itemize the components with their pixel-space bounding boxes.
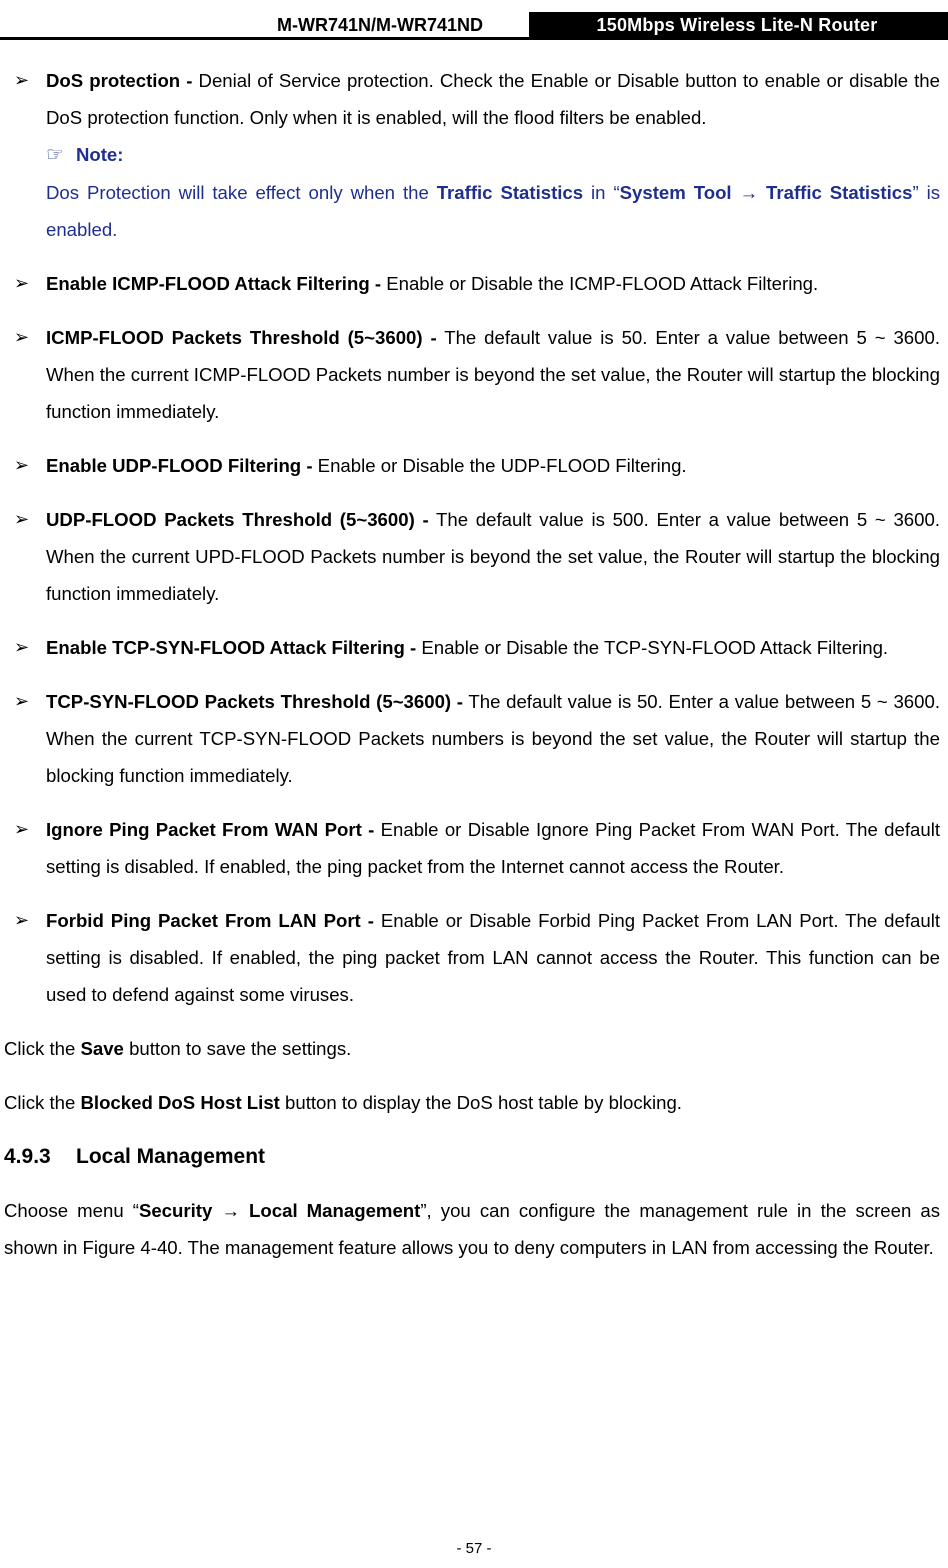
list-item-udp-filtering <box>4 447 940 484</box>
item-text: Enable or Disable the UDP-FLOOD Filtering. <box>312 455 687 476</box>
item-term: Enable UDP-FLOOD Filtering - <box>46 455 313 476</box>
item-term: Forbid Ping Packet From LAN Port - <box>46 910 374 931</box>
list-item-dos-protection <box>4 62 940 136</box>
item-text: Enable or Disable Ignore Ping Packet From WAN Port. The default setting is disabled. If enabled, the ping packet from the Internet cannot access the Router. <box>46 819 940 877</box>
list-item-udp-threshold <box>4 501 940 612</box>
bullet-icon: ➢ <box>14 273 30 293</box>
bullet-icon: ➢ <box>14 509 30 529</box>
list-item-icmp-threshold <box>4 319 940 430</box>
note-text: Dos Protection will take effect only when the Traffic Statistics in “System Tool → Traffic Statistics” is enabled. <box>46 182 941 240</box>
list-item-tcp-threshold <box>4 683 940 794</box>
bullet-icon: ➢ <box>14 819 30 839</box>
bullet-icon: ➢ <box>14 455 30 475</box>
header-model: M-WR741N/M-WR741ND <box>276 15 483 35</box>
bullet-icon: ➢ <box>14 70 30 90</box>
header-rule <box>0 37 948 40</box>
item-term: DoS protection - <box>46 70 193 91</box>
save-paragraph: Click the Save button to save the settings. <box>4 1038 352 1059</box>
note-block <box>4 136 940 248</box>
bullet-icon: ➢ <box>14 637 30 657</box>
section-number: 4.9.3 <box>4 1145 51 1168</box>
item-text: Enable or Disable the TCP-SYN-FLOOD Attack Filtering. <box>416 637 889 658</box>
list-item-tcp-filtering <box>4 629 940 666</box>
section-title: Local Management <box>76 1145 266 1168</box>
blocked-list-paragraph: Click the Blocked DoS Host List button to display the DoS host table by blocking. <box>4 1092 682 1113</box>
pointing-hand-icon: ☞ <box>46 144 64 166</box>
item-term: UDP-FLOOD Packets Threshold (5~3600) - <box>46 509 429 530</box>
bullet-icon: ➢ <box>14 910 30 930</box>
page-content <box>4 62 940 1283</box>
item-term: Enable TCP-SYN-FLOOD Attack Filtering - <box>46 637 417 658</box>
item-text: Denial of Service protection. Check the Enable or Disable button to enable or disable the DoS protection function. Only when it is enabled, will the flood filters be enabled. <box>46 70 940 128</box>
item-term: TCP-SYN-FLOOD Packets Threshold (5~3600) - <box>46 691 464 712</box>
header-product: 150Mbps Wireless Lite-N Router <box>529 12 945 38</box>
item-text: The default value is 50. Enter a value between 5 ~ 3600. When the current TCP-SYN-FLOOD Packets numbers is beyond the set value, the Router will startup the blocking function immediately. <box>46 691 940 786</box>
item-term: Enable ICMP-FLOOD Attack Filtering - <box>46 273 382 294</box>
bullet-icon: ➢ <box>14 327 30 347</box>
page-number: - 57 - <box>456 1540 492 1557</box>
list-item-ignore-ping-wan <box>4 811 940 885</box>
note-label: Note: <box>75 144 124 165</box>
page-header <box>0 0 948 40</box>
item-text: The default value is 500. Enter a value between 5 ~ 3600. When the current UPD-FLOOD Packets number is beyond the set value, the Router will startup the blocking function immediately. <box>46 509 940 604</box>
item-text: Enable or Disable Forbid Ping Packet From LAN Port. The default setting is disabled. If enabled, the ping packet from LAN cannot access the Router. This function can be used to defend against some viruses. <box>46 910 940 1005</box>
note-heading <box>46 136 940 174</box>
list-item-icmp-filtering <box>4 265 940 302</box>
list-item-forbid-ping-lan <box>4 902 940 1013</box>
intro-paragraph: Choose menu “Security → Local Management”, you can configure the management rule in the screen as shown in Figure 4-40. The management feature allows you to deny computers in LAN from accessing the Router. <box>4 1200 940 1258</box>
bullet-icon: ➢ <box>14 691 30 711</box>
item-term: Ignore Ping Packet From WAN Port - <box>46 819 375 840</box>
item-text: The default value is 50. Enter a value between 5 ~ 3600. When the current ICMP-FLOOD Packets number is beyond the set value, the Router will startup the blocking function immediately. <box>46 327 940 422</box>
item-term: ICMP-FLOOD Packets Threshold (5~3600) - <box>46 327 437 348</box>
item-text: Enable or Disable the ICMP-FLOOD Attack Filtering. <box>381 273 819 294</box>
section-heading <box>4 1138 940 1175</box>
